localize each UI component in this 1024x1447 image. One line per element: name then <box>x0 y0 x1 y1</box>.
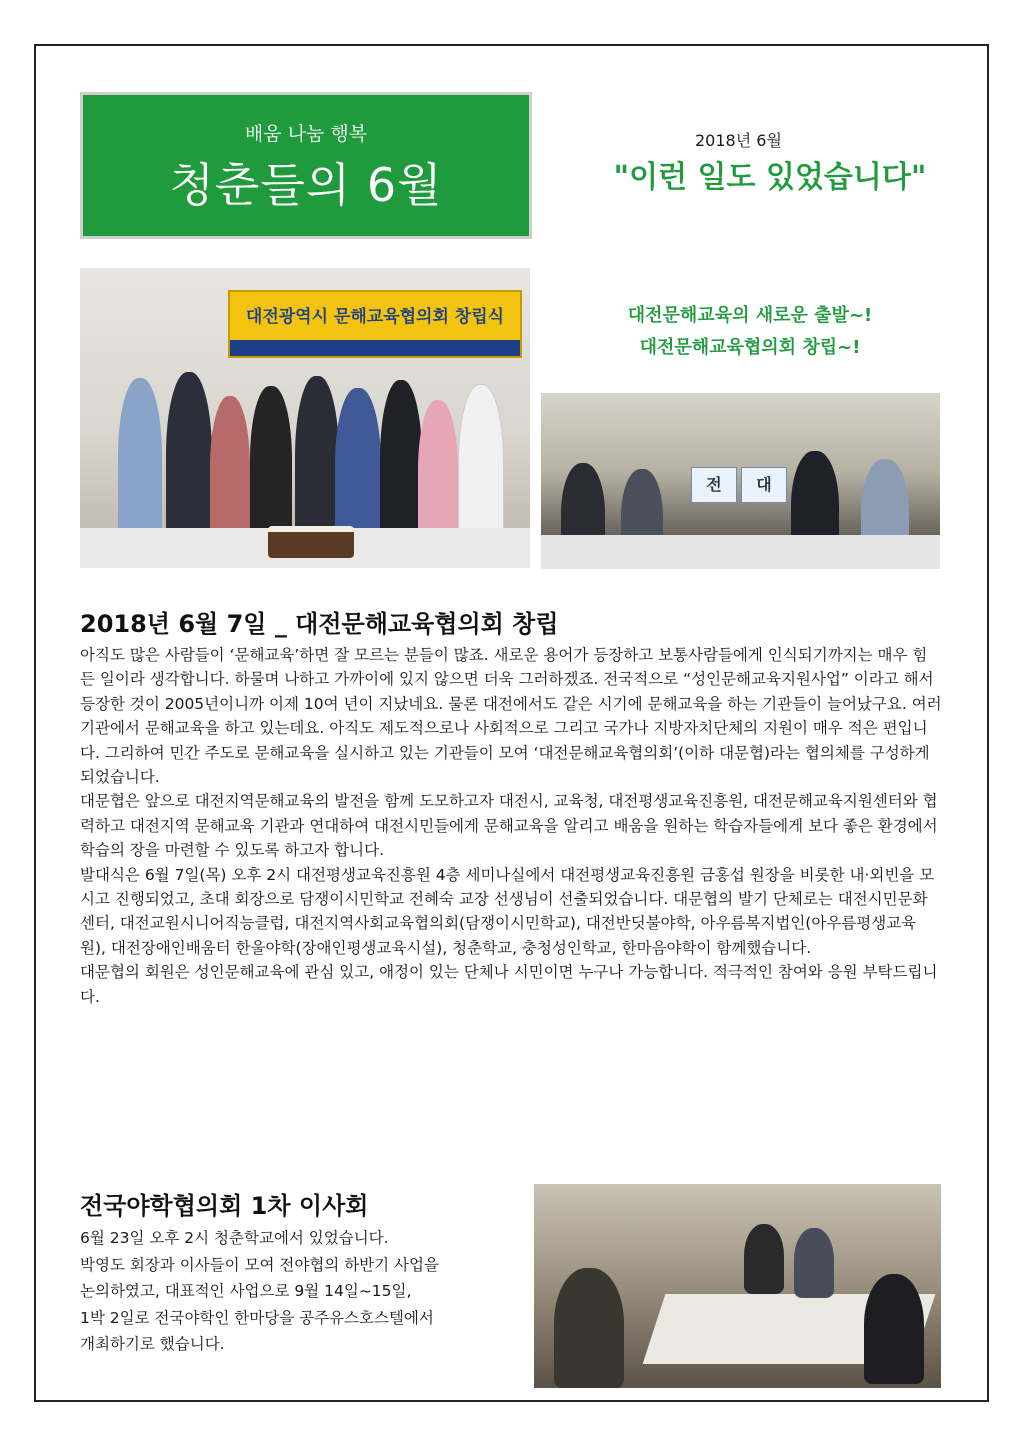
article-body-board-meeting <box>80 1225 525 1358</box>
text-line: 박영도 회장과 이사들이 모여 전야협의 하반기 사업을 <box>80 1255 439 1274</box>
newsletter-title: 청춘들의 6월 <box>169 158 443 212</box>
cake <box>268 526 354 558</box>
person-figure <box>166 372 212 552</box>
founding-ceremony-photo <box>80 268 530 568</box>
person-figure <box>118 378 162 548</box>
text-line: 1박 2일로 전국야학인 한마당을 공주유스호스텔에서 <box>80 1308 434 1327</box>
person-figure <box>794 1228 834 1298</box>
board-meeting-photo <box>534 1184 941 1388</box>
person-figure <box>554 1268 624 1388</box>
newsletter-subtitle: 배움 나눔 행복 <box>244 123 368 145</box>
desk-row <box>541 535 940 569</box>
headline: "이런 일도 있었습니다" <box>613 160 927 195</box>
section-title-founding: 2018년 6월 7일 _ 대전문해교육협의회 창립 <box>80 610 559 638</box>
tagline <box>560 300 940 364</box>
paragraph: 대문협은 앞으로 대전지역문해교육의 발전을 함께 도모하고자 대전시, 교육청, 대전평생교육진흥원, 대전문해교육지원센터와 협력하고 대전지역 문해교육 기관과 연대하여 대전시민들에게 문해교육을 알리고 배움을 원하는 학습자들에게 보다 좋은 환경에서 학습의 장을 마련할 수 있도록 하고자 합니다. <box>80 792 938 860</box>
paragraph: 발대식은 6월 7일(목) 오후 2시 대전평생교육진흥원 4층 세미나실에서 대전평생교육진흥원 금홍섭 원장을 비롯한 내·외빈을 모시고 진행되었고, 초대 회장으로 담쟁이시민학교 전혜숙 교장 선생님이 선출되었습니다. 대문협의 발기 단체로는 대전시민문화센터, 대전교원시니어직능클럽, 대전지역사회교육협의회(담쟁이시민학교), 대전반딧불야학, 아우름복지법인(아우름평생교육원), 대전장애인배움터 한울야학(장애인평생교육시설), 청춘학교, 충청성인학교, 한마음야학이 함께했습니다. <box>80 865 935 957</box>
paragraph: 아직도 많은 사람들이 ‘문해교육’하면 잘 모르는 분들이 많죠. 새로운 용어가 등장하고 보통사람들에게 인식되기까지는 매우 힘든 일이라 생각합니다. 하물며 나하고 가까이에 있지 않으면 더욱 그러하겠죠. 전국적으로 “성인문해교육지원사업” 이라고 해서 등장한 것이 2005년이니까 이제 10여 년이 지났네요. 물론 대전에서도 같은 시기에 문해교육을 하는 기관들이 늘어났구요. 여러 기관에서 문해교육을 하고 있는데요. 아직도 제도적으로나 사회적으로 그리고 국가나 지방자치단체의 지원이 매우 적은 편입니다. 그리하여 민간 주도로 문해교육을 실시하고 있는 기관들이 모여 ‘대전문해교육협의회’(이하 대문협)라는 협의체를 구성하게 되었습니다. <box>80 646 942 787</box>
article-body-founding <box>80 643 942 1009</box>
issue-date: 2018년 6월 <box>695 131 782 150</box>
audience-photo <box>541 393 940 569</box>
text-line: 개최하기로 했습니다. <box>80 1335 225 1354</box>
person-figure <box>250 386 292 546</box>
section-title-board-meeting: 전국야학협의회 1차 이사회 <box>80 1192 369 1220</box>
person-figure <box>864 1274 924 1384</box>
tagline-line-2: 대전문해교육협의회 창립~! <box>639 337 861 358</box>
banner-text: 대전광역시 문해교육협의회 창립식 <box>245 307 505 327</box>
text-line: 논의하였고, 대표적인 사업으로 9월 14일~15일, <box>80 1282 412 1301</box>
person-figure <box>744 1224 784 1294</box>
person-figure <box>380 380 422 550</box>
title-box <box>80 92 532 239</box>
person-figure <box>295 376 339 551</box>
ceremony-banner <box>228 290 522 358</box>
sign-card: 전 <box>691 467 737 503</box>
text-line: 6월 23일 오후 2시 청춘학교에서 있었습니다. <box>80 1229 389 1247</box>
sign-card: 대 <box>741 467 787 503</box>
banner-stripe <box>230 340 520 356</box>
tagline-line-1: 대전문해교육의 새로운 출발~! <box>627 305 873 326</box>
paragraph: 대문협의 회원은 성인문해교육에 관심 있고, 애정이 있는 단체나 시민이면 누구나 가능합니다. 적극적인 참여와 응원 부탁드립니다. <box>80 963 938 1006</box>
